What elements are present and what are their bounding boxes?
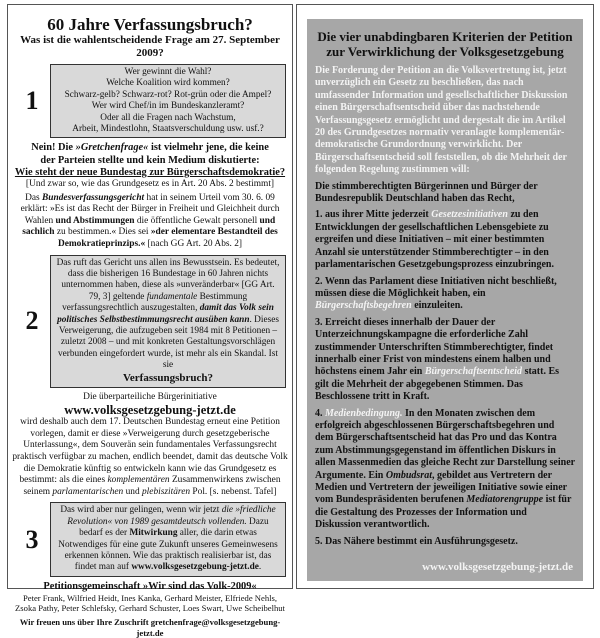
criterion-4 <box>315 408 575 532</box>
criterion-2 <box>315 276 575 313</box>
article-subtitle: Was ist die wahlentscheidende Frage am 27. September 2009? <box>20 34 280 59</box>
section-number: 1 <box>25 86 39 116</box>
text-segment: Das wird aber nur gelingen, wenn wir jetzt <box>60 505 222 516</box>
text-segment: ist für die Gestaltung des Prozesses der Information und Diskussion verantwortlich. <box>315 494 572 531</box>
bracket-note: [Und zwar so, wie das Grundgesetz es in Art. 20 Abs. 2 bestimmt] <box>25 179 275 190</box>
question-line: Wer gewinnt die Wahl? <box>124 67 212 77</box>
text-segment: 2. Wenn das Parlament diese Initiativen nicht beschließt, müssen diese die Möglichkeit haben, ein <box>315 275 557 299</box>
highlighted-term: Medienbedingung. <box>325 407 403 419</box>
questions-box <box>50 64 286 138</box>
text-segment: komplementären <box>107 475 170 486</box>
criterion-1 <box>315 209 575 271</box>
court-box-closing: Verfassungsbruch? <box>122 371 214 384</box>
initiative-url[interactable]: www.volksgesetzgebung-jetzt.de <box>64 403 236 418</box>
text-segment: www.volksgesetzgebung-jetzt.de <box>131 562 259 573</box>
text-segment: . Dieses Verweigerung, die aufzugeben seit 1984 mit 8 Petitionen – zuletzt 2008 – und mit konkreten Gestaltungsvorschlägen verbunden eingefordert wurde, ist mehr als ein Skandal. Ist sie <box>58 314 279 371</box>
section-3 <box>14 502 286 576</box>
question-line: Oder all die Fragen nach Wachstum, <box>100 112 236 123</box>
question-line: Wer wird Chef/in im Bundeskanzleramt? <box>91 101 245 112</box>
question-line: Schwarz-gelb? Schwarz-rot? Rot-grün oder die Ampel? <box>64 89 272 100</box>
section-1 <box>14 64 286 138</box>
text-segment: , gebildet aus Vertretern der Medien und Vertretern der jeweiligen Initiative sowie einer vom Bundespräsidenten berufenen <box>315 469 567 506</box>
criteria-url[interactable]: www.volksgesetzgebung-jetzt.de <box>422 561 573 573</box>
text-segment: damit das Volk sein politisches Selbstbestimmungsrecht ausüben kann <box>57 303 274 325</box>
court-box-text <box>55 258 281 372</box>
signature-title: Petitionsgemeinschaft »Wir sind das Volk-2009« <box>43 580 257 592</box>
text-segment: und sachlich <box>22 215 276 238</box>
section-number: 3 <box>25 524 39 554</box>
text-segment: »der elementare Bestandteil des Demokratieprinzips.« <box>57 227 278 250</box>
article-title: 60 Jahre Verfassungsbruch? <box>47 15 253 34</box>
text-segment: wird deshalb auch dem 17. Deutschen Bundestag erneut eine Petition vorlegen, damit er diese »Verweigerung durch gesetzgeberische Unterlassung«, dem Souverän sein fundamentales Verfassungsrecht praktisch verfügbar zu machen, endlich beendet, damit das deutsche Volk die Demokratie künftig so entwickeln kann wie das Grundgesetz es bestimmt: als die eines <box>12 417 288 486</box>
text-segment: ist vielmehr jene, die keine der Parteien stellte und kein Medium diskutierte: <box>40 142 269 166</box>
text-segment: die öffentliche Gewalt personell <box>134 215 260 226</box>
text-segment: [nach GG Art. 20 Abs. 2] <box>145 239 243 250</box>
text-segment: Dazu bedarf es der <box>79 516 269 539</box>
text-segment: Das ruft das Gericht uns allen ins Bewusstsein. Es bedeutet, dass die bisherigen 16 Bundestage in 60 Jahren nichts unternommen haben, diese als »unveränderbar« [GG Art. 79, 3] geltende <box>56 257 280 302</box>
section-number: 2 <box>25 306 39 336</box>
highlighted-term: Bürgerschaftsentscheid <box>424 366 523 378</box>
text-segment: 4. <box>315 407 325 419</box>
text-segment: statt. Es gilt die Mehrheit der abgegebenen Stimmen. Das Beschlossene tritt in Kraft. <box>315 366 560 403</box>
section-2 <box>14 255 286 388</box>
text-segment: Mediatorengruppe <box>466 494 544 506</box>
criteria-title: Die vier unabdingbaren Kriterien der Petition zur Verwirklichung der Volksgesetzgebung <box>317 29 573 59</box>
left-article <box>7 4 293 638</box>
text-segment: Mitwirkung <box>129 528 178 539</box>
text-segment: »Gretchenfrage« <box>75 142 149 154</box>
court-paragraph <box>8 193 292 251</box>
text-segment: und <box>123 486 142 497</box>
highlighted-term: Bürgerschaftsbegehren <box>315 300 412 312</box>
initiative-intro: Die überparteiliche Bürgerinitiative <box>83 391 217 402</box>
court-box <box>50 255 286 388</box>
criteria-box <box>307 19 583 581</box>
text-segment: 1. aus ihrer Mitte jederzeit <box>315 209 432 221</box>
text-segment: hat in seinem Urteil vom 30. 6. 09 erklärt: »Es ist das Recht der Bürger in Freiheit und Gleichheit durch Wahlen <box>20 192 280 226</box>
gretchen-paragraph <box>8 142 292 166</box>
signatories: Peter Frank, Wilfried Heidt, Ines Kanka, Gerhard Meister, Elfriede Nehls, Zsoka Pathy, Peter Schlefsky, Gerhard Schuster, Loes Swart, Uwe Scheibelhut <box>15 592 285 614</box>
text-segment: . <box>258 562 262 573</box>
criterion-3 <box>315 317 575 404</box>
text-segment: Bundesverfassungsgericht <box>42 192 145 203</box>
text-segment: Bestimmung verfassungsrechtlich auszugestalten, <box>62 291 248 314</box>
text-segment: Pol. [s. nebenst. Tafel] <box>190 486 277 497</box>
petition-paragraph <box>8 417 292 498</box>
text-segment: und Abstimmungen <box>55 215 135 226</box>
text-segment: In den Monaten zwischen dem erfolgreich abgeschlossenen Bürgerschaftsbegehren und dem Bürgerschaftsentscheid hat das Pro und das Kontra zum Abstimmungsgegenstand im öffentlichen Diskurs in allen Massenmedien das gleiche Recht zur Darstellung seiner Argumente. Ein <box>315 407 575 481</box>
text-segment: Zusammenwirkens zwischen seinem <box>23 475 281 497</box>
text-segment: zu bestimmen.« Dies sei <box>54 227 151 238</box>
highlighted-term: Gesetzesinitiativen <box>431 209 508 221</box>
criteria-preamble: Die stimmberechtigten Bürgerinnen und Bürger der Bundesrepublik Deutschland haben das Recht, <box>315 180 538 205</box>
key-question: Wie steht der neue Bundestag zur Bürgerschaftsdemokratie? <box>14 166 286 178</box>
revolution-box <box>50 502 286 576</box>
text-segment: Das <box>25 192 43 203</box>
question-line: Welche Koalition wird kommen? <box>106 78 230 89</box>
revolution-box-text <box>55 505 281 573</box>
text-segment: aller, die darin etwas Notwendiges für eine gute Zukunft unseres Gemeinwesens erkennen können. Wie das praktisch realisierbar ist, das findet man auf <box>58 528 278 573</box>
text-segment: Ombudsrat <box>385 469 432 481</box>
text-segment: fundamentale <box>146 291 198 302</box>
text-segment: parlamentarischen <box>52 486 124 497</box>
text-segment: einzuleiten. <box>411 300 463 312</box>
question-line: Arbeit, Mindestlohn, Staatsverschuldung usw. usf.? <box>72 124 264 135</box>
criteria-intro: Die Forderung der Petition an die Volksvertretung ist, jetzt unverzüglich ein Gesetz zu beschließen, das nach umfassender Information und gesellschaftlicher Diskussion einen Bürgerschaftsentscheid über das nachstehende Verfassungsgesetz ermöglicht und dergestalt die im Artikel 20 des Grundgesetzes normativ veranlagte komplementär-demokratische Grundordnung verwirklicht. Der Bürgerschaftsentscheid soll feststellen, ob die Mehrheit der folgenden Regelung zustimmen will: <box>315 65 568 176</box>
contact-line: Wir freuen uns über Ihre Zuschrift gretchenfrage@volksgesetzgebung-jetzt.de <box>19 617 281 638</box>
text-segment: zu den Entwicklungen der gesellschaftlichen Lebensgebiete zu ergreifen und diese Initiativen – mit einer bestimmten Anzahl sie unterstützender Stimmberechtigter – in den parlamentarischen Gesetzgebungsprozess einzubringen. <box>315 209 554 271</box>
text-segment: plebiszitären <box>141 486 191 497</box>
text-segment: Nein! Die <box>31 142 76 154</box>
text-segment: die »friedliche Revolution« von 1989 gesamtdeutsch vollenden. <box>67 505 276 527</box>
text-segment: 3. Erreicht dieses innerhalb der Dauer der Unterzeichnungskampagne die erforderliche Zahl zustimmender Unterschriften Stimmberechtigter, findet innerhalb einer Frist von mindestens einem halben und höchstens einem Jahr ein <box>315 316 554 378</box>
right-criteria-panel <box>296 4 594 589</box>
criterion-5: 5. Das Nähere bestimmt ein Ausführungsgesetz. <box>315 535 518 547</box>
